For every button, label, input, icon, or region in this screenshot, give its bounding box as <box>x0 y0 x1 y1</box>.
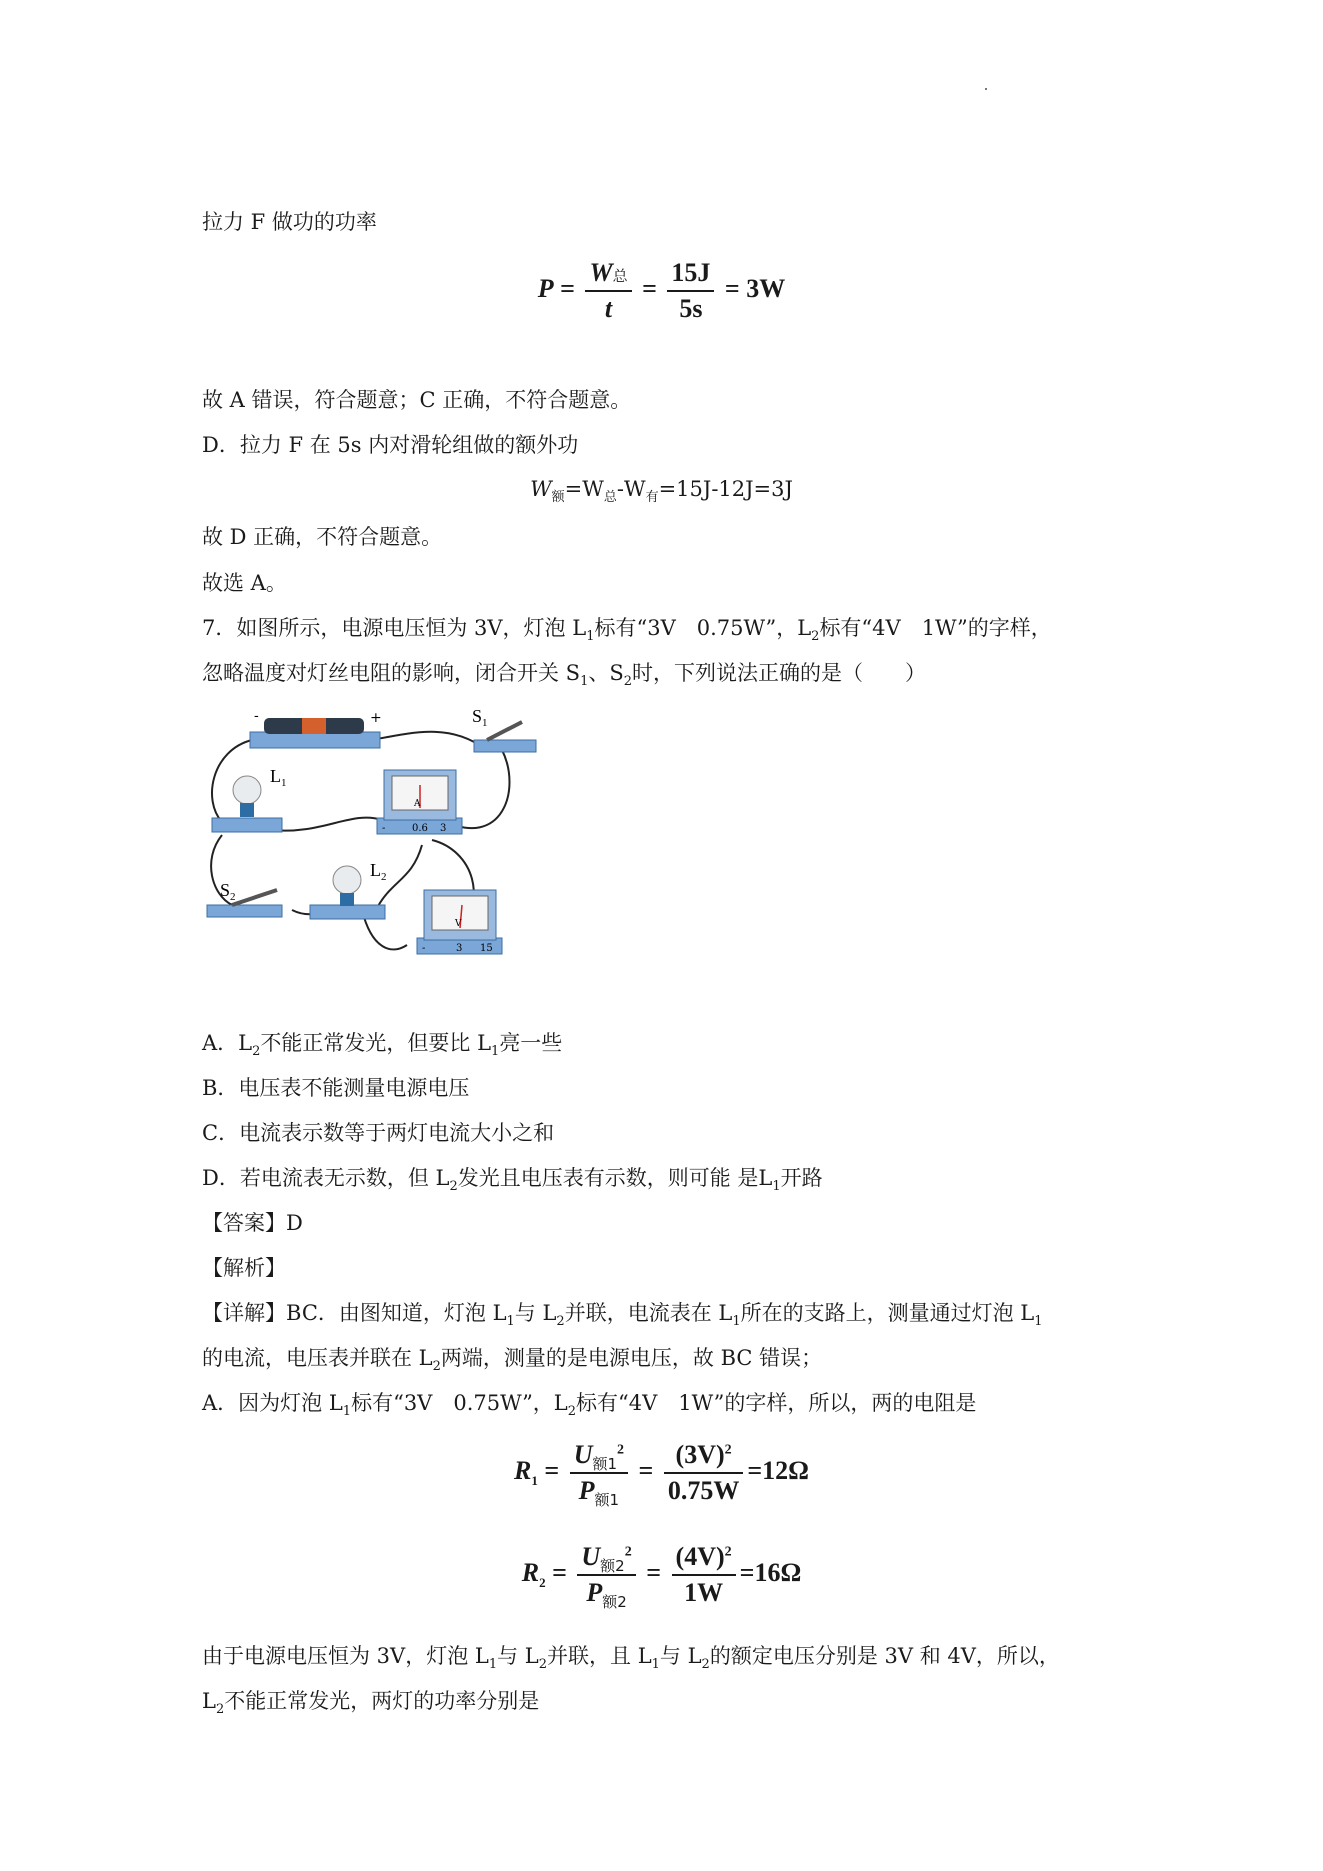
equation-extra-work: $W_额=W_总-W_有=15J-12J=3J$ <box>530 477 793 506</box>
switch-s2 <box>207 880 282 917</box>
detail-line2: 的电流，电压表并联在 $L_2$两端，测量的是电源电压，故 BC 错误； <box>202 1346 823 1375</box>
option-b: B．电压表不能测量电源电压 <box>202 1076 470 1100</box>
svg-text:3: 3 <box>456 943 463 954</box>
svg-text:S1: $S_1$ <box>472 710 488 729</box>
question-7-line1: 7．如图所示，电源电压恒为 3V，灯泡 $L_1$标有“3V 0.75W”，$L_2$标有“4V 1W”的字样， <box>202 616 1052 645</box>
svg-text:+: + <box>370 710 382 726</box>
fraction: $\frac{U_{额2}^2}{P_{额2}}$ <box>577 1542 635 1608</box>
option-c: C．电流表示数等于两灯电流大小之和 <box>202 1121 555 1145</box>
voltmeter <box>417 890 502 954</box>
equation-power: P = $\frac{\text{W总}}{t}$ = $\frac{15J}{5s}$ = 3W <box>537 258 786 323</box>
svg-text:15: 15 <box>480 943 493 954</box>
detail-line5: $L_2$不能正常发光，两灯的功率分别是 <box>202 1689 540 1718</box>
fraction: $\frac{U_{额1}^2}{P_{额1}}$ <box>570 1440 628 1506</box>
svg-text:0.6: 0.6 <box>412 823 428 834</box>
ammeter <box>377 770 462 834</box>
switch-s1 <box>472 710 536 752</box>
question-7-line2: 忽略温度对灯丝电阻的影响，闭合开关 $S_1$、$S_2$时，下列说法正确的是（ ） <box>202 661 927 690</box>
option-a: A．$L_2$不能正常发光，但要比 $L_1$亮一些 <box>202 1031 563 1060</box>
detail-line1: 【详解】BC．由图知道，灯泡 $L_1$与 $L_2$并联，电流表在 $L_1$所在的支路上，测量通过灯泡 $L_1$ <box>202 1301 1043 1330</box>
svg-text:V: V <box>455 919 462 929</box>
answer-line: 【答案】D <box>202 1211 303 1235</box>
fraction: $\frac{(4V)^2}{1W}$ <box>672 1542 736 1608</box>
fraction: $\frac{\text{W总}}{t}$ <box>585 258 631 324</box>
equation-r1: $R_1$ = $\frac{U_{额1}^2}{P_{额1}}$ = $\frac{(3V)^2}{0.75W}$ =12Ω <box>514 1440 809 1510</box>
page-mark <box>985 88 987 90</box>
detail-line4: 由于电源电压恒为 3V，灯泡 $L_1$与 $L_2$并联，且 $L_1$与 $L_2$的额定电压分别是 3V 和 4V，所以， <box>202 1644 1060 1673</box>
svg-text:-: - <box>382 823 386 834</box>
analysis-heading: 【解析】 <box>202 1256 286 1280</box>
bulb-l2 <box>310 860 387 919</box>
equation-r2: $R_2$ = $\frac{U_{额2}^2}{P_{额2}}$ = $\frac{(4V)^2}{1W}$ =16Ω <box>521 1542 802 1612</box>
text-line: D．拉力 F 在 5s 内对滑轮组做的额外功 <box>202 433 579 457</box>
text-line: 拉力 F 做功的功率 <box>202 210 377 234</box>
circuit-diagram <box>202 710 542 975</box>
option-d: D．若电流表无示数，但 $L_2$发光且电压表有示数，则可能 是$L_1$开路 <box>202 1166 823 1195</box>
fraction: $\frac{(3V)^2}{0.75W}$ <box>664 1440 744 1506</box>
text-line: 故 A 错误，符合题意；C 正确，不符合题意。 <box>202 388 632 412</box>
svg-text:S2: $S_2$ <box>220 880 236 903</box>
svg-text:-: - <box>254 710 259 724</box>
svg-text:A: A <box>414 799 421 809</box>
fraction: $\frac{15J}{5s}$ <box>667 258 714 324</box>
svg-text:3: 3 <box>440 823 447 834</box>
battery <box>250 710 382 748</box>
bulb-l1 <box>212 766 287 832</box>
text-line: 故选 A。 <box>202 571 287 595</box>
detail-line3: A．因为灯泡 $L_1$标有“3V 0.75W”，$L_2$标有“4V 1W”的字样，所以，两的电阻是 <box>202 1391 977 1420</box>
text-line: 故 D 正确，不符合题意。 <box>202 525 443 549</box>
svg-text:L2: $L_2$ <box>370 860 387 883</box>
svg-text:L1: $L_1$ <box>270 766 287 789</box>
svg-text:-: - <box>422 943 426 954</box>
